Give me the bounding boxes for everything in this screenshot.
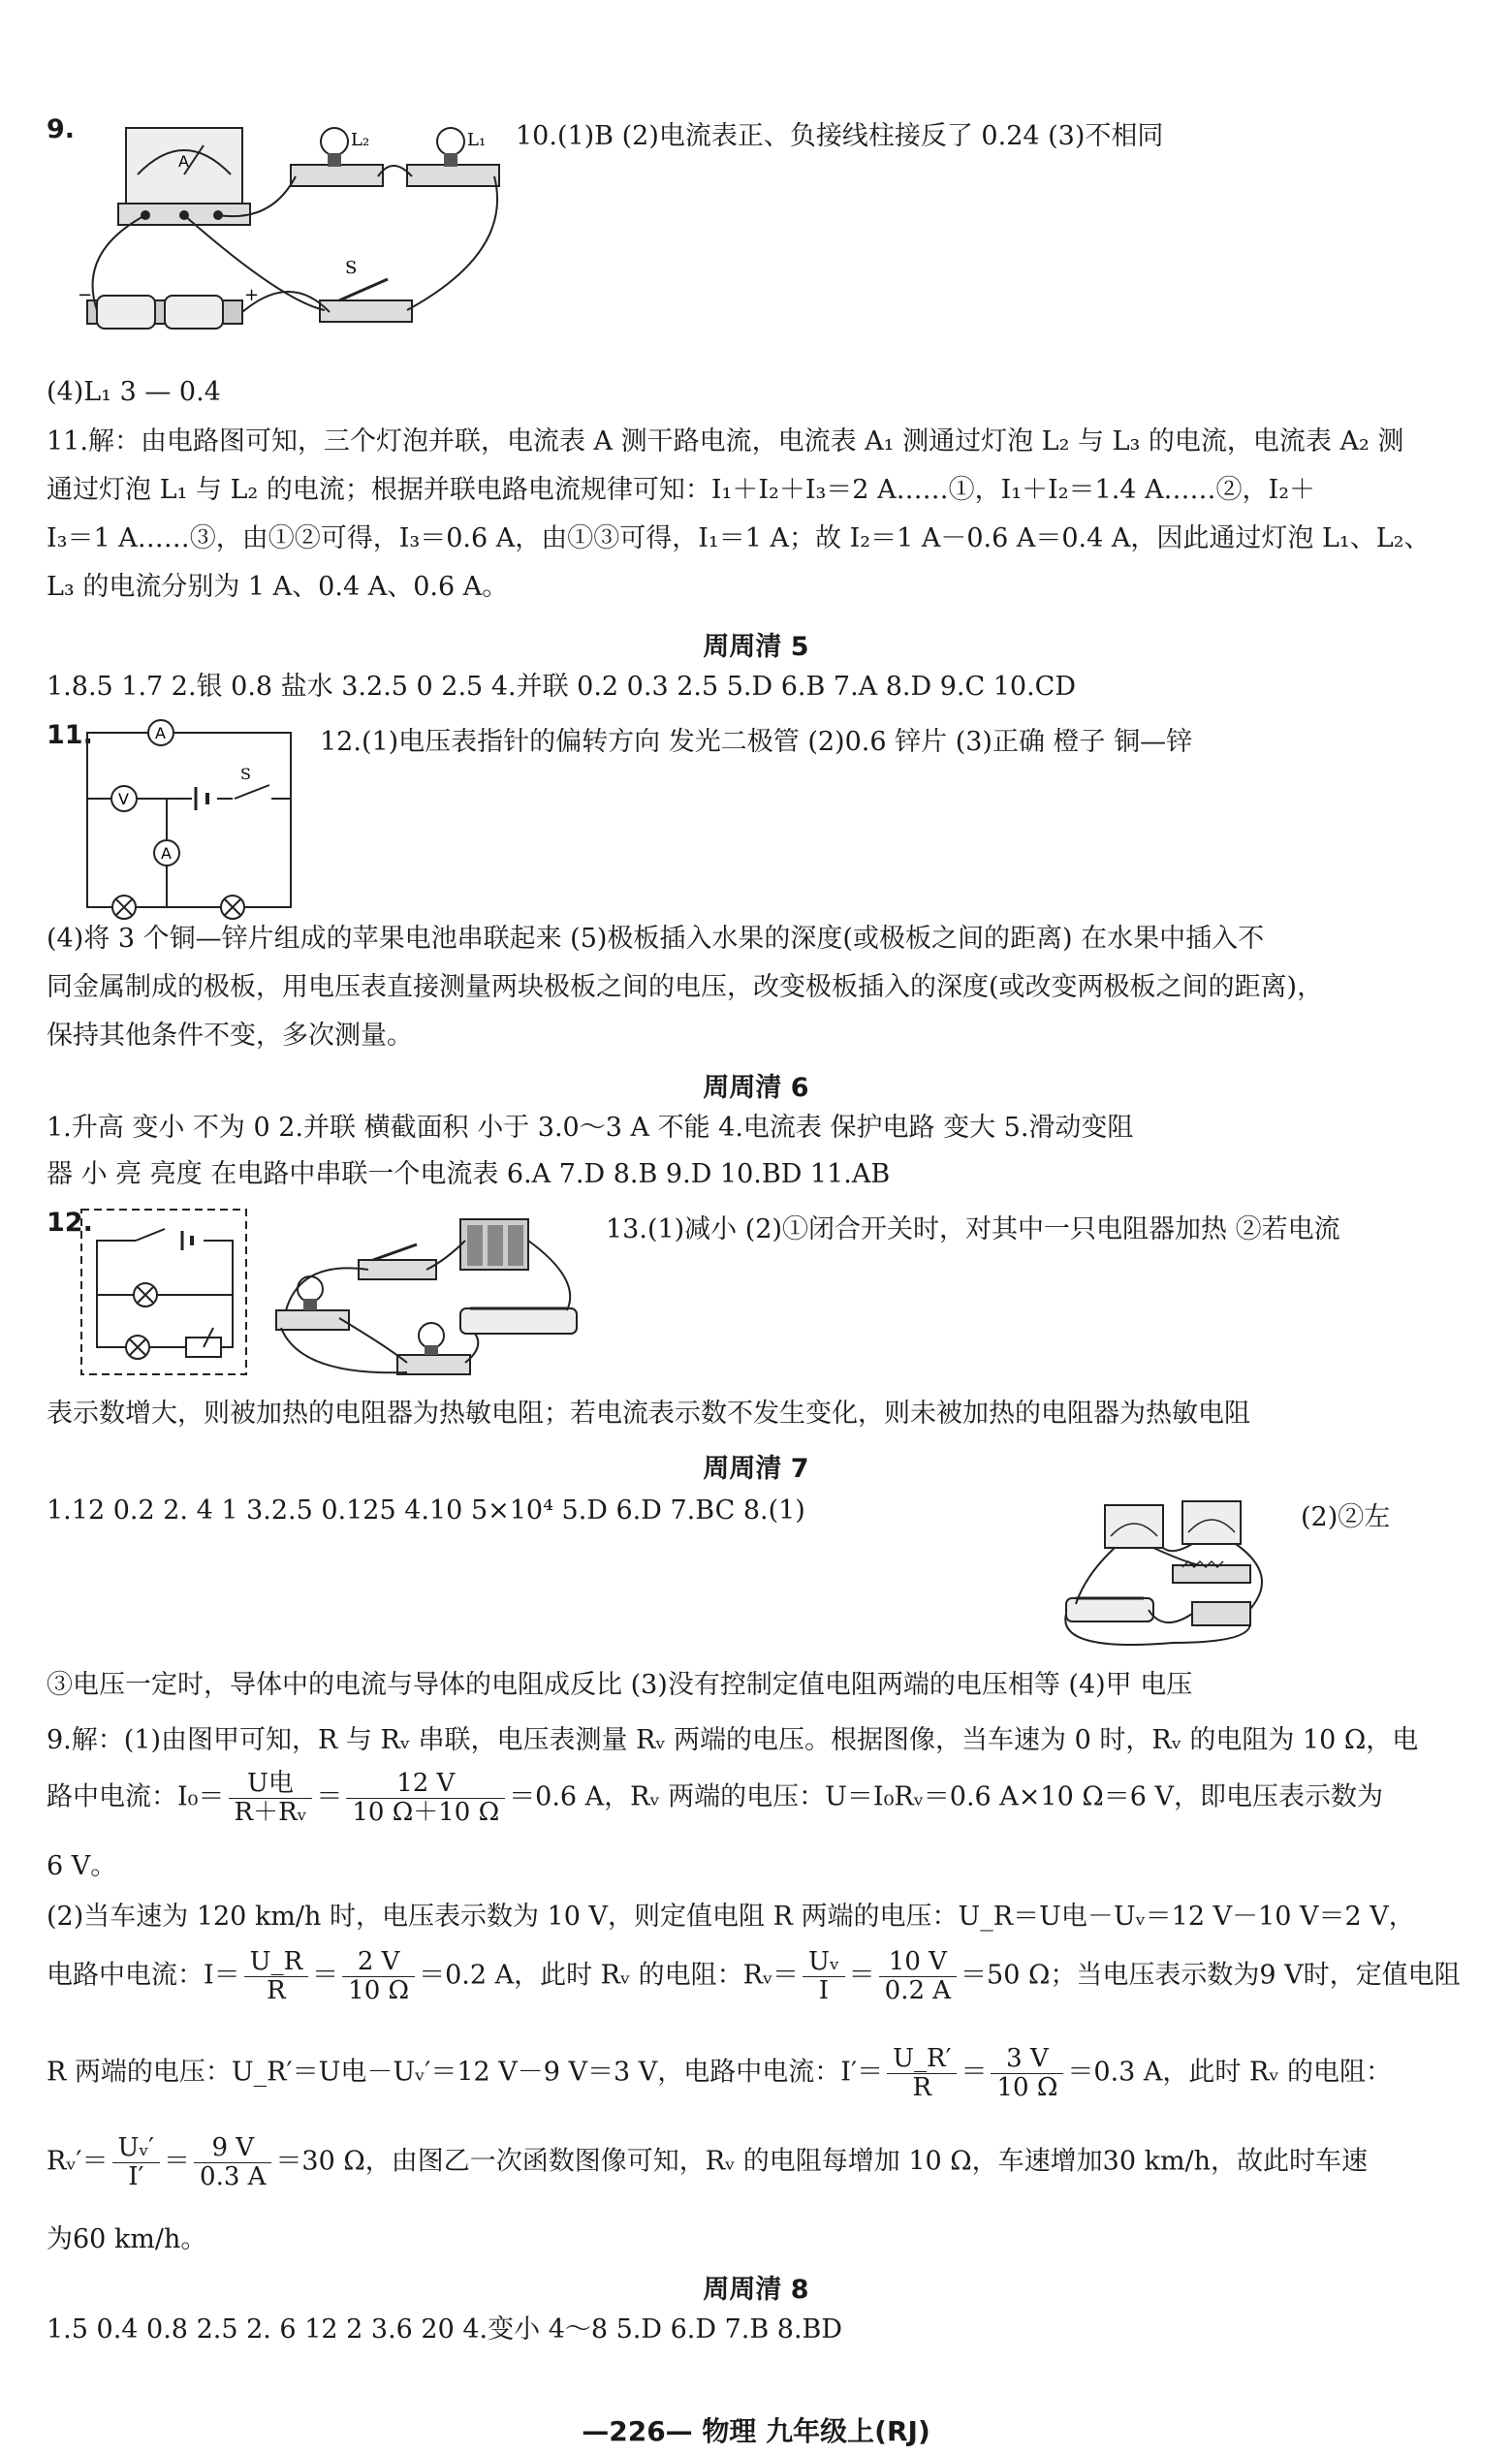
numerator: 3 V [991,2045,1063,2074]
sec5-voltmeter-label: V [118,790,129,808]
denominator: R＋Rᵥ [234,1797,307,1827]
text: ＝0.2 A，此时 Rᵥ 的电阻：Rᵥ＝ [419,1960,800,1991]
text: ＝30 Ω，由图乙一次函数图像可知，Rᵥ 的电阻每增加 10 Ω，车速增加30 km/h，故此时车速 [275,2146,1369,2177]
fraction [879,1948,957,2004]
denominator: 10 Ω [996,2072,1058,2102]
sec7-q9-line-5: 电路中电流：I＝ $\frac{U\_R}{R}$ ＝ $\frac{2 V}{10 \Omega}$ ＝0.2 A，此时 Rᵥ 的电阻：Rᵥ＝ $\frac{\text{Uᵥ}}{I}$ ＝ $\frac{10 V}{0.2 A}$ ＝50 Ω；当电压表示数为9 V时，定值电阻 [47,1947,1461,2005]
lamp-l1-label: L₁ [467,130,487,150]
fraction [803,1948,845,2004]
sec7-answers-line: 1.12 0.2 2. 4 1 3.2.5 0.125 4.10 5×10⁴ 5.D 6.D 7.BC 8.(1) [47,1495,805,1526]
sec5-q11-number: 11. [47,720,93,750]
sec5-ammeter-mid-label: A [161,844,172,863]
switch-label: S [345,258,358,278]
sec6-q12-number: 12. [47,1208,93,1238]
text: 电路中电流：I＝ [47,1960,240,1991]
denominator: R [267,1975,286,2005]
q11-line-4: L₃ 的电流分别为 1 A、0.4 A、0.6 A。 [47,572,509,602]
denominator: R [912,2072,932,2102]
fraction [991,2045,1063,2101]
sec6-answers-line-1: 1.升高 变小 不为 0 2.并联 横截面积 小于 3.0～3 A 不能 4.电流表 保护电路 变大 5.滑动变阻 [47,1113,1134,1143]
sec7-q9-line-2: 路中电流：I₀＝ $\frac{\text{U电}}{\text{R＋Rᵥ}}$ ＝ $\frac{12 V}{10 \Omega+10 \Omega}$ ＝0.6 A，Rᵥ 两端的电压：U＝I₀Rᵥ＝0.6 A×10 Ω＝6 V，即电压表示数为 [47,1769,1384,1827]
sec6-answers-line-2: 器 小 亮 亮度 在电路中串联一个电流表 6.A 7.D 8.B 9.D 10.BD 11.AB [47,1159,891,1189]
numerator: U_R [244,1948,309,1977]
sec5-q12-rest-3: 保持其他条件不变，多次测量。 [47,1021,413,1051]
numerator: U电 [229,1770,313,1799]
numerator: U_R′ [887,2045,957,2074]
sec7-q9-line-1: 9.解：(1)由图甲可知，R 与 Rᵥ 串联，电压表测量 Rᵥ 两端的电压。根据图像，当车速为 0 时，Rᵥ 的电阻为 10 Ω，电 [47,1725,1419,1755]
text: ＝0.6 A，Rᵥ 两端的电压：U＝I₀Rᵥ＝0.6 A×10 Ω＝6 V，即电压表示数为 [509,1781,1384,1812]
section-title-6: 周周清 6 [703,1073,809,1103]
numerator: 9 V [194,2134,271,2163]
sec7-q9-line-8: 为60 km/h。 [47,2224,207,2254]
numerator: 12 V [346,1770,505,1799]
sec5-switch-label: S [240,765,251,783]
numerator: 10 V [879,1948,957,1977]
sec6-q13-rest: 表示数增大，则被加热的电阻器为热敏电阻；若电流表示数不发生变化，则未被加热的电阻器为热敏电阻 [47,1399,1250,1429]
sec5-answers-line: 1.8.5 1.7 2.银 0.8 盐水 3.2.5 0 2.5 4.并联 0.2 0.3 2.5 5.D 6.B 7.A 8.D 9.C 10.CD [47,672,1076,702]
denominator: 10 Ω [348,1975,410,2005]
sec7-q8-part2: (2)②左 [1301,1502,1391,1532]
numerator: 2 V [342,1948,415,1977]
fraction [342,1948,415,2004]
sec5-ammeter-top-label: A [155,724,166,742]
denominator: I′ [128,2161,144,2191]
sec7-q9-line-6: R 两端的电压：U_R′＝U电－Uᵥ′＝12 V－9 V＝3 V，电路中电流：I′＝ $\frac{U\_R'}{R}$ ＝ $\frac{3 V}{10 \Omega}$ ＝0.3 A，此时 Rᵥ 的电阻： [47,2044,1392,2102]
fraction [887,2045,957,2101]
ammeter-label: A [178,152,189,171]
sec5-q12-rest-2: 同金属制成的极板，用电压表直接测量两块极板之间的电压，改变极板插入的深度(或改变两极板之间的距离)， [47,972,1324,1002]
denominator: 0.3 A [200,2161,267,2191]
numerator: Uᵥ′ [112,2134,161,2163]
section-title-7: 周周清 7 [703,1454,809,1484]
sec5-q12-answer: 12.(1)电压表指针的偏转方向 发光二极管 (2)0.6 锌片 (3)正确 橙子 铜—锌 [320,727,1193,757]
sec7-q9-line-4: (2)当车速为 120 km/h 时，电压表示数为 10 V，则定值电阻 R 两端的电压：U_R＝U电－Uᵥ＝12 V－10 V＝2 V， [47,1902,1415,1932]
battery-minus: − [78,285,93,305]
section-title-8: 周周清 8 [703,2275,809,2305]
sec6-q13-answer: 13.(1)减小 (2)①闭合开关时，对其中一只电阻器加热 ②若电流 [606,1214,1340,1244]
fraction [229,1770,313,1826]
text: ＝0.3 A，此时 Rᵥ 的电阻： [1067,2057,1392,2088]
sec6-q12-figure [78,1202,601,1386]
text: 路中电流：I₀＝ [47,1781,225,1812]
denominator: 10 Ω＋10 Ω [352,1797,500,1827]
page-footer: —226— 物理 九年级上(RJ) [582,2415,930,2447]
denominator: I [818,1975,829,2005]
numerator: Uᵥ [803,1948,845,1977]
q11-line-2: 通过灯泡 L₁ 与 L₂ 的电流；根据并联电路电流规律可知：I₁＋I₂＋I₃＝2 A……①，I₁＋I₂＝1.4 A……②，I₂＋ [47,475,1316,505]
q10-answer: 10.(1)B (2)电流表正、负接线柱接反了 0.24 (3)不相同 [516,121,1164,151]
denominator: 0.2 A [884,1975,952,2005]
q11-line-3: I₃＝1 A……③，由①②可得，I₃＝0.6 A，由①③可得，I₁＝1 A；故 I₂＝1 A－0.6 A＝0.4 A，因此通过灯泡 L₁、L₂、 [47,523,1431,553]
q10-part4: (4)L₁ 3 — 0.4 [47,377,221,407]
fraction [346,1770,505,1826]
sec8-answers-line: 1.5 0.4 0.8 2.5 2. 6 12 2 3.6 20 4.变小 4～8 5.D 6.D 7.B 8.BD [47,2314,843,2345]
q9-number: 9. [47,114,76,144]
fraction [112,2134,161,2190]
sec5-q12-rest-1: (4)将 3 个铜—锌片组成的苹果电池串联起来 (5)极板插入水果的深度(或极板之间的距离) 在水果中插入不 [47,924,1265,954]
sec7-q9-line-7: Rᵥ′＝ $\frac{\text{Uᵥ′}}{I'}$ ＝ $\frac{9 V}{0.3 A}$ ＝30 Ω，由图乙一次函数图像可知，Rᵥ 的电阻每增加 10 Ω，车速增加30 km/h，故此时车速 [47,2133,1369,2191]
text: R 两端的电压：U_R′＝U电－Uᵥ′＝12 V－9 V＝3 V，电路中电流：I′＝ [47,2057,884,2088]
lamp-l2-label: L₂ [351,130,370,150]
sec7-q8-figure [1056,1497,1289,1652]
sec7-q8-rest: ③电压一定时，导体中的电流与导体的电阻成反比 (3)没有控制定值电阻两端的电压相等 (4)甲 电压 [47,1670,1193,1700]
fraction [194,2134,271,2190]
q11-line-1: 11.解：由电路图可知，三个灯泡并联，电流表 A 测干路电流，电流表 A₁ 测通过灯泡 L₂ 与 L₃ 的电流，电流表 A₂ 测 [47,426,1404,456]
text: ＝50 Ω；当电压表示数为9 V时，定值电阻 [961,1960,1461,1991]
sec7-q9-line-3: 6 V。 [47,1851,117,1881]
sec5-circuit-diagram [78,717,300,921]
fraction [244,1948,309,2004]
text: Rᵥ′＝ [47,2146,109,2177]
battery-plus: + [244,285,260,305]
section-title-5: 周周清 5 [703,632,809,662]
q9-circuit-figure [58,107,514,339]
